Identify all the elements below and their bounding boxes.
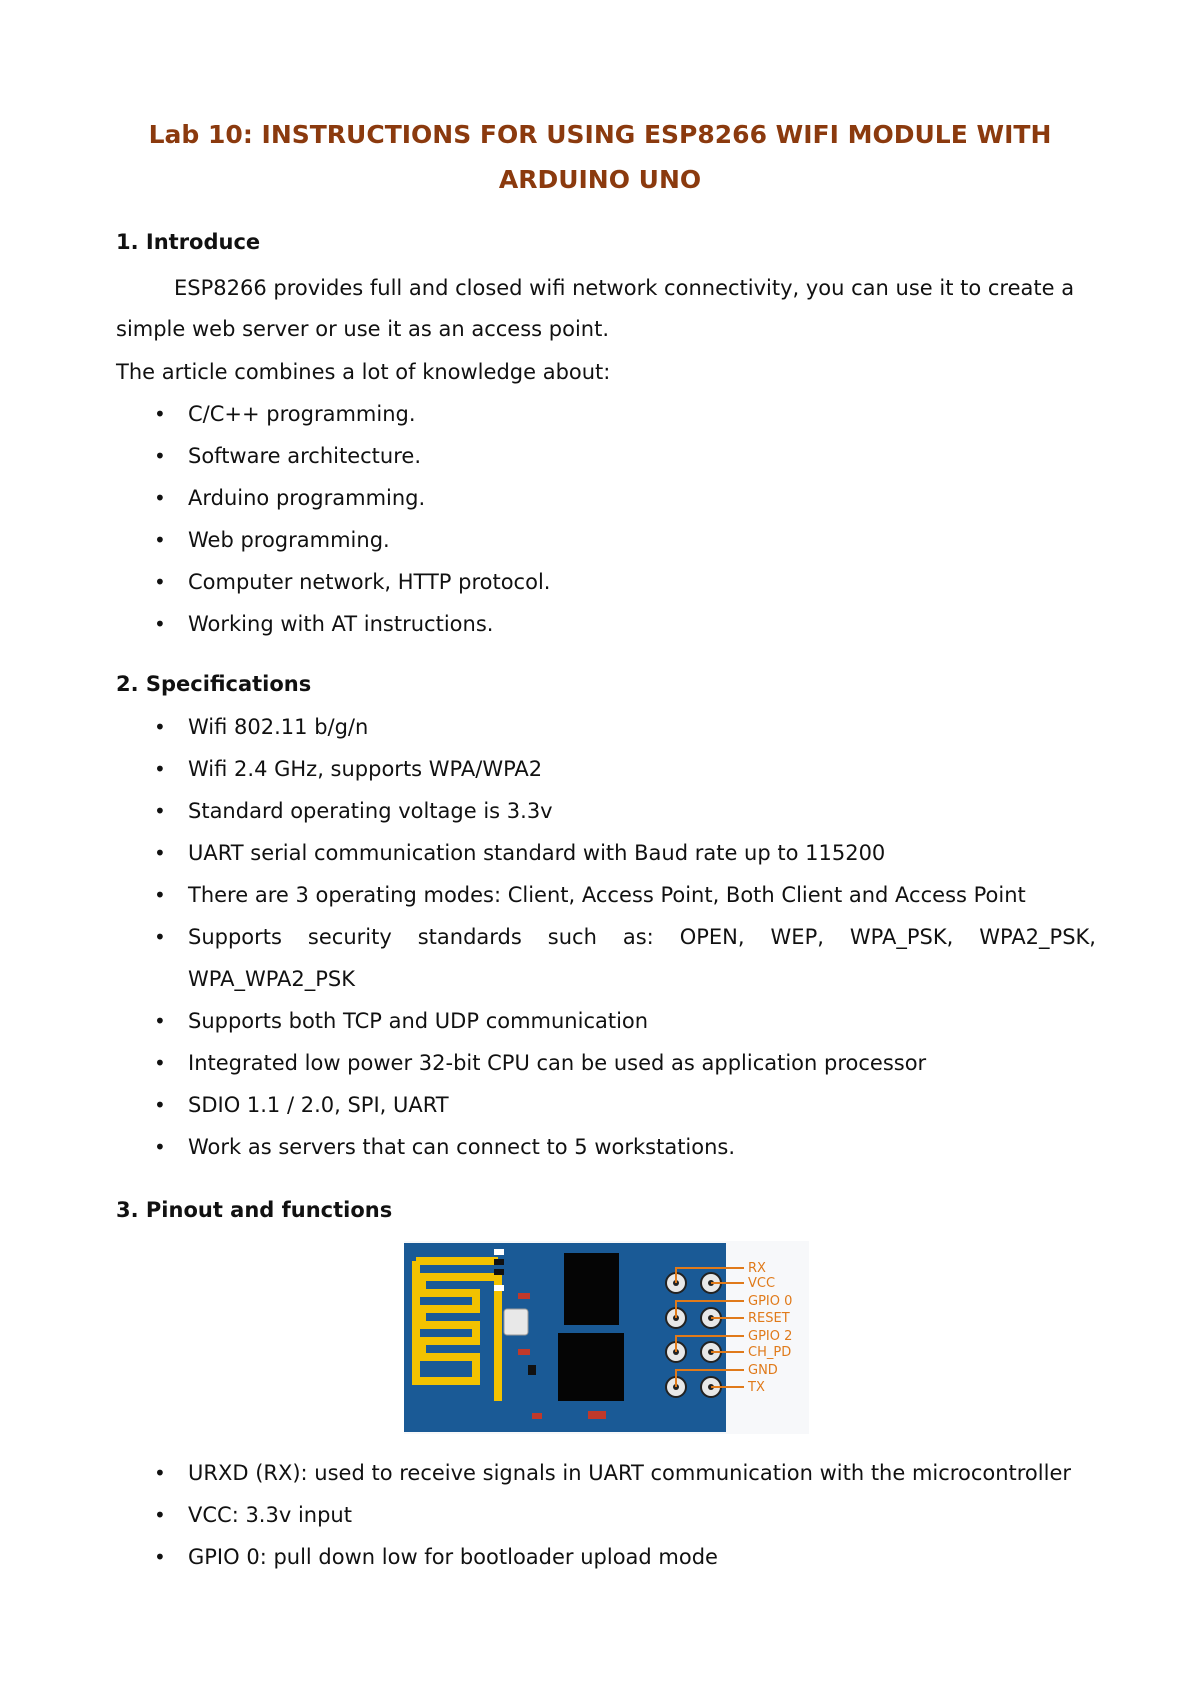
smd-component <box>518 1349 530 1355</box>
smd-component <box>588 1411 606 1419</box>
page-title <box>110 112 1090 202</box>
list-item: • Software architecture. <box>116 435 1096 477</box>
list-item: • Supports security standards such as: OPEN, WEP, WPA_PSK, WPA2_PSK, WPA_WPA2_PSK <box>116 916 1096 1000</box>
led <box>494 1259 504 1265</box>
flash-chip <box>564 1253 619 1325</box>
led <box>494 1285 504 1291</box>
specifications-list <box>116 706 1096 1168</box>
section-heading-specifications: 2. Specifications <box>116 672 312 696</box>
pin-label: VCC <box>748 1276 776 1291</box>
list-item: • URXD (RX): used to receive signals in UART communication with the microcontroller <box>116 1452 1096 1494</box>
list-item: • Supports both TCP and UDP communication <box>116 1000 1096 1042</box>
pin-label: GPIO 0 <box>748 1294 793 1309</box>
smd-component <box>532 1413 542 1419</box>
list-item: • Computer network, HTTP protocol. <box>116 561 1096 603</box>
pin-label: GND <box>748 1363 778 1378</box>
pin-label: TX <box>748 1380 765 1395</box>
list-item: • VCC: 3.3v input <box>116 1494 1096 1536</box>
led <box>494 1269 504 1275</box>
list-item: • Integrated low power 32-bit CPU can be used as application processor <box>116 1042 1096 1084</box>
smd-component <box>528 1365 536 1375</box>
led <box>494 1249 504 1255</box>
list-item: • Work as servers that can connect to 5 workstations. <box>116 1126 1096 1168</box>
list-item: • There are 3 operating modes: Client, Access Point, Both Client and Access Point <box>116 874 1096 916</box>
intro-paragraph: ESP8266 provides full and closed wifi network connectivity, you can use it to create a simple web server or use it as an access point. <box>116 276 1075 341</box>
knowledge-list <box>116 393 1096 645</box>
pin-label: GPIO 2 <box>748 1329 793 1344</box>
list-item: • Standard operating voltage is 3.3v <box>116 790 1096 832</box>
intro-lead: The article combines a lot of knowledge about: <box>116 360 611 384</box>
esp-chip <box>558 1333 624 1401</box>
list-item: • Web programming. <box>116 519 1096 561</box>
smd-component <box>518 1293 530 1299</box>
list-item: • Wifi 802.11 b/g/n <box>116 706 1096 748</box>
pin-functions-list <box>116 1452 1096 1578</box>
title-line-1: Lab 10: INSTRUCTIONS FOR USING ESP8266 WIFI MODULE WITH <box>148 120 1052 149</box>
pin-label: RX <box>748 1261 766 1276</box>
section-heading-introduce: 1. Introduce <box>116 230 261 254</box>
crystal <box>504 1309 528 1335</box>
list-item: • UART serial communication standard with Baud rate up to 115200 <box>116 832 1096 874</box>
list-item: • Working with AT instructions. <box>116 603 1096 645</box>
list-item: • Wifi 2.4 GHz, supports WPA/WPA2 <box>116 748 1096 790</box>
title-line-2: ARDUINO UNO <box>498 165 702 194</box>
list-item: • Arduino programming. <box>116 477 1096 519</box>
list-item: • GPIO 0: pull down low for bootloader upload mode <box>116 1536 1096 1578</box>
pin-label: RESET <box>748 1311 790 1326</box>
esp8266-module-image <box>404 1241 809 1434</box>
list-item: • C/C++ programming. <box>116 393 1096 435</box>
list-item: • SDIO 1.1 / 2.0, SPI, UART <box>116 1084 1096 1126</box>
pin-label: CH_PD <box>748 1345 792 1360</box>
section-heading-pinout: 3. Pinout and functions <box>116 1198 393 1222</box>
